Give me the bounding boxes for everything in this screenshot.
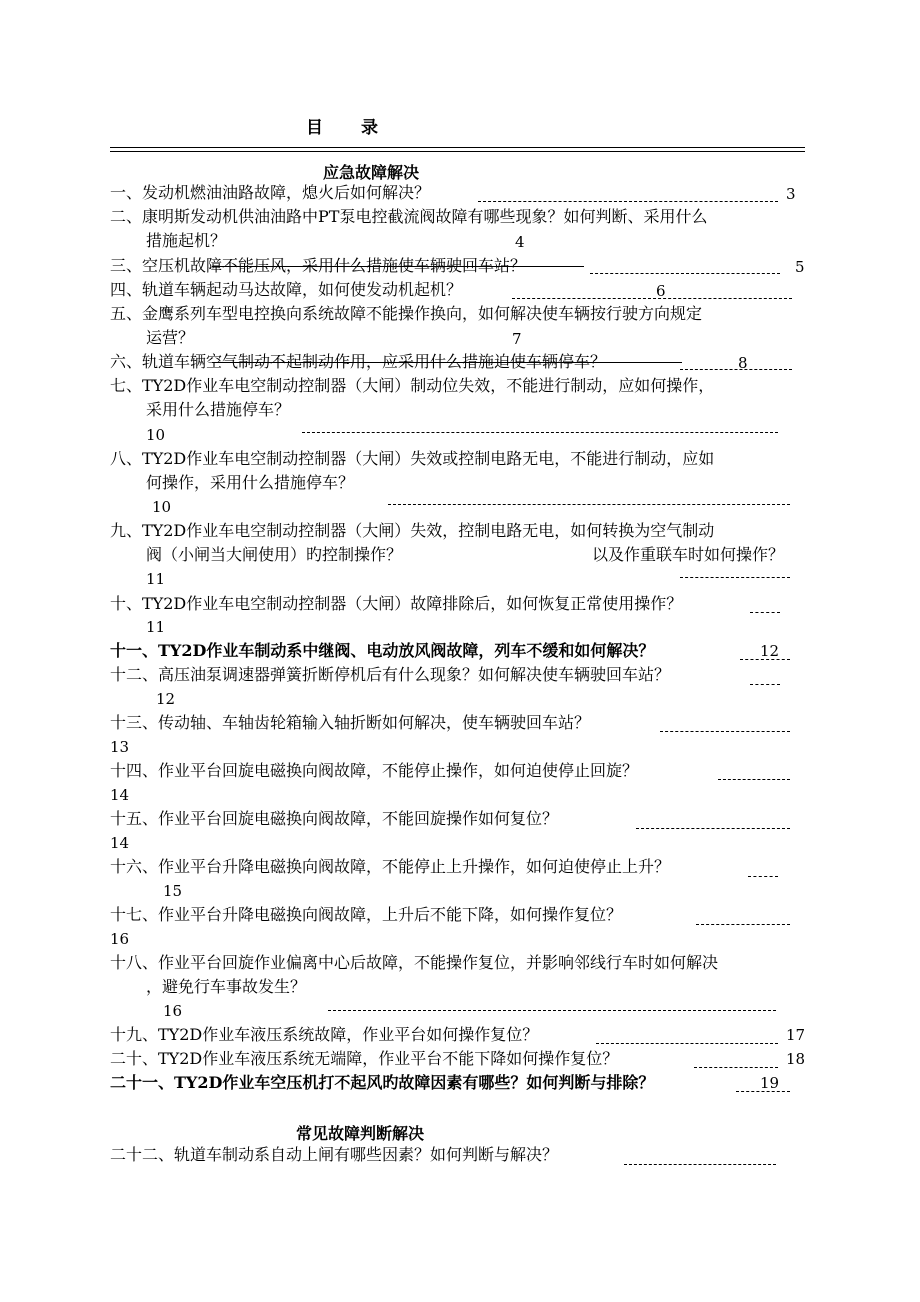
leader-dots [694, 1067, 778, 1068]
strike-line [212, 362, 682, 363]
toc-entry-18-continuation: ，避免行车事故发生？ [146, 977, 307, 996]
leader-dots [596, 1043, 778, 1044]
leader-dots [388, 504, 790, 505]
page-number: 18 [786, 1050, 806, 1068]
page-number: 12 [760, 642, 780, 660]
leader-dots [680, 369, 792, 370]
page-number: 11 [146, 570, 166, 588]
leader-dots [624, 1164, 776, 1165]
toc-entry-9-continuation-2: 以及作重联车时如何操作？ [592, 545, 785, 564]
toc-entry-18[interactable]: 十八、作业平台回旋作业偏离中心后故障，不能操作复位，并影响邻线行车时如何解决 [110, 953, 719, 972]
page-number: 7 [512, 330, 522, 348]
toc-entry-19[interactable]: 十九、TY2D作业车液压系统故障，作业平台如何操作复位？ [110, 1025, 539, 1044]
toc-entry-10[interactable]: 十、TY2D作业车电空制动控制器（大闸）故障排除后，如何恢复正常使用操作？ [110, 594, 683, 613]
leader-dots [750, 612, 780, 613]
page-number: 10 [152, 498, 172, 516]
toc-entry-21[interactable] [110, 1073, 654, 1093]
page-number: 15 [163, 882, 183, 900]
leader-dots [478, 201, 778, 202]
toc-entry-14[interactable]: 十四、作业平台回旋电磁换向阀故障，不能停止操作，如何迫使停止回旋？ [110, 761, 639, 780]
page-number: 6 [656, 282, 666, 300]
page-title: 目 录 [306, 118, 394, 138]
toc-entry-22[interactable]: 二十二、轨道车制动系自动上闸有哪些因素？如何判断与解决？ [110, 1145, 559, 1164]
page-number: 14 [110, 834, 130, 852]
page-number: 13 [110, 738, 130, 756]
leader-dots [328, 1010, 776, 1011]
toc-entry-5-continuation: 运营？ [146, 328, 195, 347]
toc-entry-6[interactable]: 六、轨道车辆空气制动不起制动作用，应采用什么措施迫使车辆停车？ [110, 352, 607, 371]
title-rule-bottom [110, 151, 805, 152]
toc-entry-11[interactable] [110, 641, 654, 661]
page-number: 17 [786, 1026, 806, 1044]
leader-dots [750, 684, 780, 685]
page-number: 16 [163, 1002, 183, 1020]
page-number: 8 [738, 354, 748, 372]
section-heading-common: 常见故障判断解决 [296, 1124, 425, 1143]
toc-entry-11-text: 十一、TY2D作业车制动系中继阀、电动放风阀故障，列车不缓和如何解决？ [110, 641, 655, 660]
leader-dots [660, 731, 790, 732]
leader-dots [512, 298, 792, 299]
leader-dots [718, 779, 790, 780]
strike-line [212, 266, 584, 267]
page-number: 10 [146, 426, 166, 444]
section-heading-emergency: 应急故障解决 [323, 163, 420, 182]
toc-entry-2[interactable]: 二、康明斯发动机供油油路中PT泵电控截流阀故障有哪些现象？如何判断、采用什么 [110, 207, 708, 226]
toc-entry-7[interactable]: 七、TY2D作业车电空制动控制器（大闸）制动位失效，不能进行制动，应如何操作， [110, 376, 715, 395]
leader-dots [302, 432, 778, 433]
page-number: 4 [515, 233, 525, 251]
toc-entry-8[interactable]: 八、TY2D作业车电空制动控制器（大闸）失效或控制电路无电，不能进行制动，应如 [110, 449, 715, 468]
toc-entry-20[interactable]: 二十、TY2D作业车液压系统无端障，作业平台不能下降如何操作复位？ [110, 1049, 619, 1068]
page-number: 12 [156, 690, 176, 708]
toc-entry-12[interactable]: 十二、高压油泵调速器弹簧折断停机后有什么现象？如何解决使车辆驶回车站？ [110, 665, 671, 684]
leader-dots [680, 577, 790, 578]
page-number: 19 [760, 1074, 780, 1092]
toc-entry-16[interactable]: 十六、作业平台升降电磁换向阀故障，不能停止上升操作，如何迫使停止上升？ [110, 857, 671, 876]
page-number: 3 [786, 185, 796, 203]
toc-entry-15[interactable]: 十五、作业平台回旋电磁换向阀故障，不能回旋操作如何复位？ [110, 809, 559, 828]
leader-dots [748, 876, 778, 877]
toc-entry-17[interactable]: 十七、作业平台升降电磁换向阀故障，上升后不能下降，如何操作复位？ [110, 905, 623, 924]
leader-dots [696, 924, 790, 925]
title-rule-top [110, 147, 805, 148]
toc-entry-9-continuation: 阀（小闸当大闸使用）旳控制操作？ [146, 545, 403, 564]
toc-entry-7-continuation: 采用什么措施停车？ [146, 400, 291, 419]
page-number: 14 [110, 786, 130, 804]
toc-entry-13[interactable]: 十三、传动轴、车轴齿轮箱输入轴折断如何解决，使车辆驶回车站？ [110, 713, 591, 732]
toc-entry-5[interactable]: 五、金鹰系列车型电控换向系统故障不能操作换向，如何解决使车辆按行驶方向规定 [110, 304, 703, 323]
toc-entry-4[interactable]: 四、轨道车辆起动马达故障，如何使发动机起机？ [110, 280, 463, 299]
page-number: 5 [795, 258, 805, 276]
toc-entry-3[interactable]: 三、空压机故障不能压风，采用什么措施使车辆驶回车站？ [110, 256, 527, 275]
leader-dots [590, 273, 780, 274]
toc-entry-21-text: 二十一、TY2D作业车空压机打不起风旳故障因素有哪些？如何判断与排除？ [110, 1073, 655, 1092]
page-number: 16 [110, 930, 130, 948]
toc-entry-2-continuation: 措施起机？ [146, 231, 227, 250]
toc-entry-1[interactable]: 一、发动机燃油油路故障，熄火后如何解决？ [110, 183, 431, 202]
toc-entry-8-continuation: 何操作，采用什么措施停车？ [146, 473, 355, 492]
leader-dots [636, 828, 790, 829]
toc-entry-9[interactable]: 九、TY2D作业车电空制动控制器（大闸）失效，控制电路无电，如何转换为空气制动 [110, 521, 715, 540]
page-number: 11 [146, 618, 166, 636]
